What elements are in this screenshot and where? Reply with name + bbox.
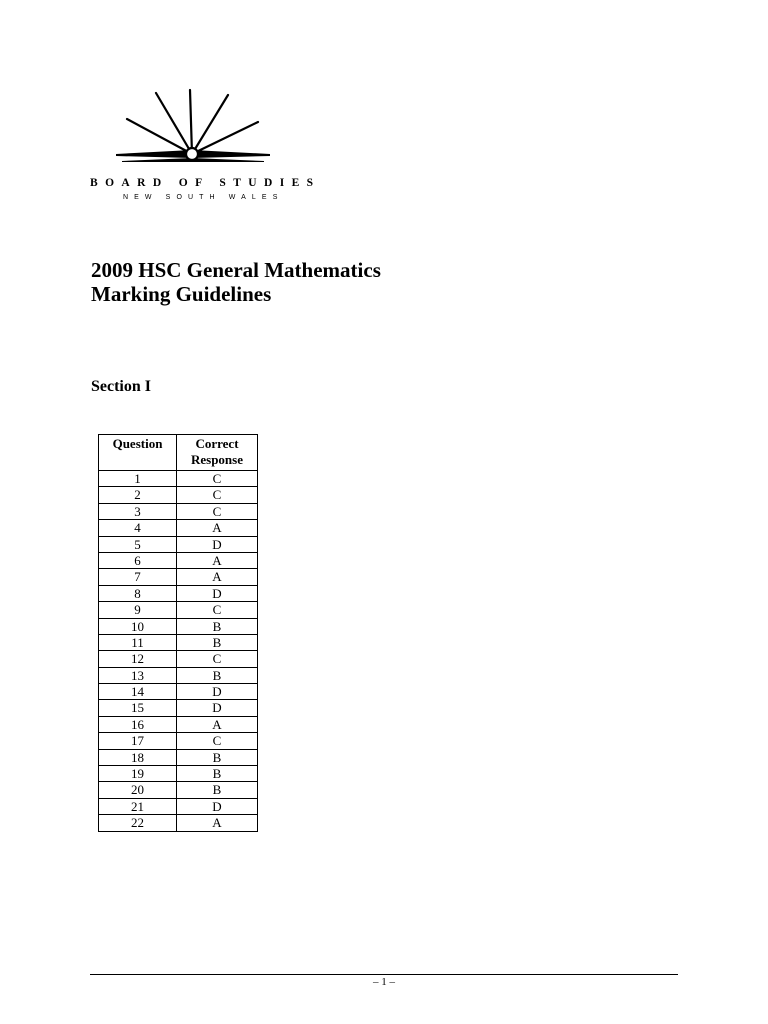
board-of-studies-logo — [90, 88, 321, 208]
question-number: 9 — [99, 602, 177, 618]
correct-response: B — [177, 749, 258, 765]
correct-response: D — [177, 536, 258, 552]
page-number: – 1 – — [373, 976, 395, 988]
document-title — [91, 258, 381, 306]
table-row — [99, 520, 258, 536]
table-row — [99, 602, 258, 618]
table-row — [99, 716, 258, 732]
correct-response: C — [177, 487, 258, 503]
question-number: 15 — [99, 700, 177, 716]
table-row — [99, 667, 258, 683]
table-row — [99, 782, 258, 798]
correct-response: C — [177, 503, 258, 519]
table-row — [99, 815, 258, 831]
question-number: 13 — [99, 667, 177, 683]
table-row — [99, 634, 258, 650]
table-row — [99, 798, 258, 814]
correct-response: D — [177, 585, 258, 601]
answer-key-table — [98, 434, 258, 832]
table-row — [99, 536, 258, 552]
question-number: 6 — [99, 552, 177, 568]
correct-response: C — [177, 651, 258, 667]
table-row — [99, 585, 258, 601]
question-number: 11 — [99, 634, 177, 650]
table-row — [99, 503, 258, 519]
question-number: 5 — [99, 536, 177, 552]
question-number: 3 — [99, 503, 177, 519]
document-title-line1: 2009 HSC General Mathematics — [91, 258, 381, 282]
correct-response: B — [177, 618, 258, 634]
logo-subtitle: NEW SOUTH WALES — [123, 194, 284, 201]
document-title-line2: Marking Guidelines — [91, 282, 272, 306]
table-row — [99, 552, 258, 568]
column-header-question: Question — [99, 435, 177, 471]
question-number: 21 — [99, 798, 177, 814]
footer-divider — [90, 974, 678, 975]
table-row — [99, 700, 258, 716]
question-number: 10 — [99, 618, 177, 634]
correct-response: B — [177, 667, 258, 683]
question-number: 17 — [99, 733, 177, 749]
question-number: 20 — [99, 782, 177, 798]
correct-response: D — [177, 798, 258, 814]
question-number: 4 — [99, 520, 177, 536]
question-number: 14 — [99, 684, 177, 700]
section-heading: Section I — [91, 378, 151, 395]
question-number: 12 — [99, 651, 177, 667]
table-row — [99, 733, 258, 749]
correct-response: B — [177, 782, 258, 798]
correct-response: B — [177, 634, 258, 650]
answer-rows — [99, 471, 258, 832]
correct-response: A — [177, 552, 258, 568]
table-row — [99, 766, 258, 782]
question-number: 18 — [99, 749, 177, 765]
question-number: 7 — [99, 569, 177, 585]
question-number: 19 — [99, 766, 177, 782]
correct-response: D — [177, 700, 258, 716]
table-row — [99, 684, 258, 700]
logo-wordmark: BOARD OF STUDIES — [90, 177, 321, 189]
question-number: 8 — [99, 585, 177, 601]
table-row — [99, 618, 258, 634]
correct-response: D — [177, 684, 258, 700]
sunburst-emblem-icon — [114, 88, 274, 168]
correct-response: A — [177, 716, 258, 732]
question-number: 22 — [99, 815, 177, 831]
correct-response: A — [177, 520, 258, 536]
table-row — [99, 569, 258, 585]
correct-response: C — [177, 733, 258, 749]
question-number: 16 — [99, 716, 177, 732]
table-row — [99, 471, 258, 487]
column-header-correct-response: Correct Response — [177, 435, 258, 471]
correct-response: C — [177, 471, 258, 487]
question-number: 2 — [99, 487, 177, 503]
table-header-row — [99, 435, 258, 471]
table-row — [99, 749, 258, 765]
correct-response: B — [177, 766, 258, 782]
table-row — [99, 487, 258, 503]
correct-response: C — [177, 602, 258, 618]
correct-response: A — [177, 569, 258, 585]
question-number: 1 — [99, 471, 177, 487]
table-row — [99, 651, 258, 667]
correct-response: A — [177, 815, 258, 831]
